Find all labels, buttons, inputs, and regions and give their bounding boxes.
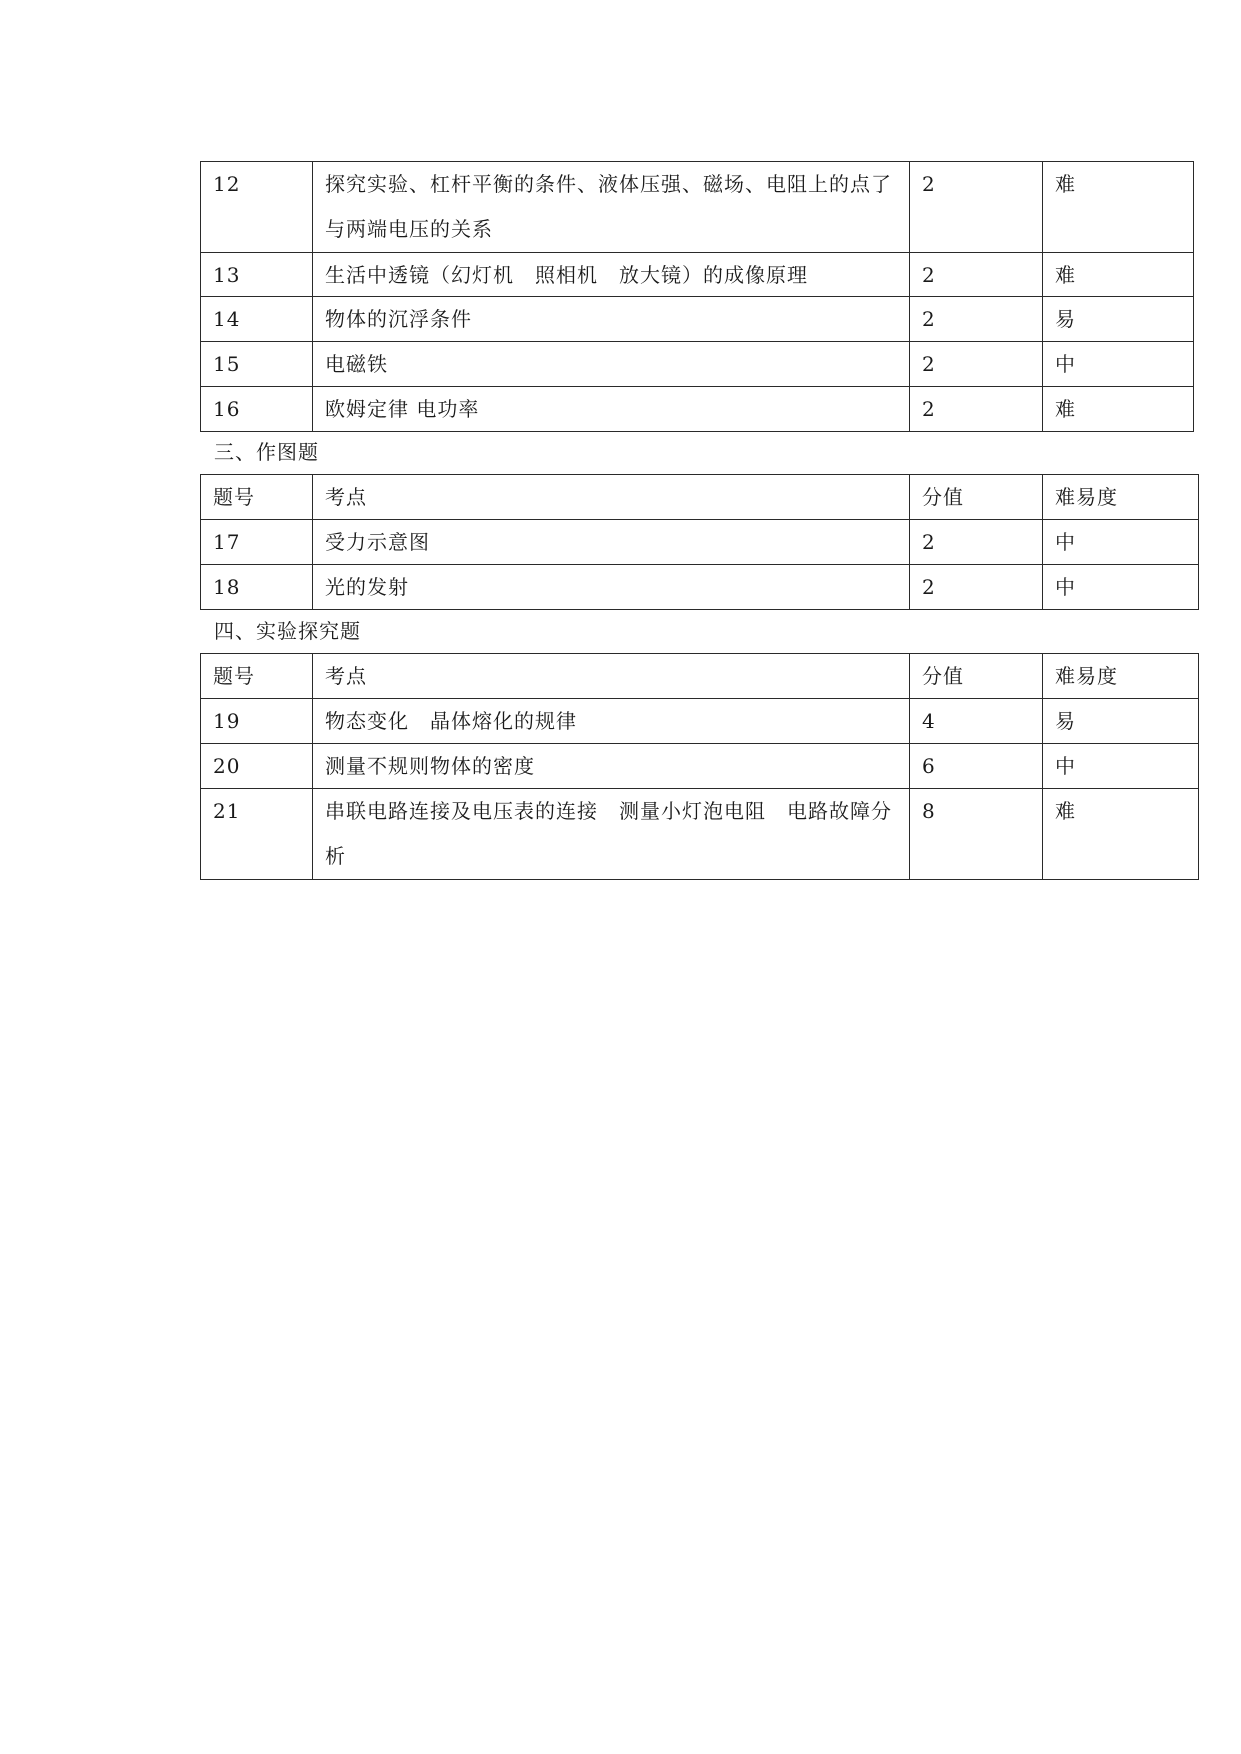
difficulty-value: 难 bbox=[1043, 162, 1194, 253]
difficulty-value: 中 bbox=[1043, 744, 1199, 789]
header-score: 分值 bbox=[910, 475, 1043, 520]
section-heading-experiment: 四、实验探究题 bbox=[214, 619, 361, 643]
header-score: 分值 bbox=[910, 654, 1043, 699]
header-difficulty: 难易度 bbox=[1043, 475, 1199, 520]
score-value: 4 bbox=[910, 699, 1043, 744]
score-value: 6 bbox=[910, 744, 1043, 789]
header-topic: 考点 bbox=[313, 654, 910, 699]
topic-table-experiment bbox=[200, 653, 1199, 880]
header-question-number: 题号 bbox=[201, 654, 313, 699]
topic-table-continued bbox=[200, 161, 1194, 432]
topic-text: 物体的沉浮条件 bbox=[313, 297, 910, 342]
question-number: 16 bbox=[201, 387, 313, 432]
table-row bbox=[201, 387, 1194, 432]
table-row bbox=[201, 162, 1194, 253]
difficulty-value: 难 bbox=[1043, 253, 1194, 297]
score-value: 2 bbox=[910, 162, 1043, 253]
topic-text: 测量不规则物体的密度 bbox=[313, 744, 910, 789]
header-difficulty: 难易度 bbox=[1043, 654, 1199, 699]
topic-text: 物态变化 晶体熔化的规律 bbox=[313, 699, 910, 744]
topic-text: 串联电路连接及电压表的连接 测量小灯泡电阻 电路故障分析 bbox=[313, 789, 910, 880]
topic-text: 电磁铁 bbox=[313, 342, 910, 387]
topic-text: 光的发射 bbox=[313, 565, 910, 610]
question-number: 12 bbox=[201, 162, 313, 253]
question-number: 13 bbox=[201, 253, 313, 297]
question-number: 15 bbox=[201, 342, 313, 387]
header-question-number: 题号 bbox=[201, 475, 313, 520]
table-header-row bbox=[201, 654, 1199, 699]
topic-text: 生活中透镜（幻灯机 照相机 放大镜）的成像原理 bbox=[313, 253, 910, 297]
score-value: 2 bbox=[910, 565, 1043, 610]
question-number: 19 bbox=[201, 699, 313, 744]
table-row bbox=[201, 297, 1194, 342]
topic-text: 欧姆定律 电功率 bbox=[313, 387, 910, 432]
header-topic: 考点 bbox=[313, 475, 910, 520]
question-number: 18 bbox=[201, 565, 313, 610]
question-number: 20 bbox=[201, 744, 313, 789]
difficulty-value: 中 bbox=[1043, 520, 1199, 565]
topic-table-drawing bbox=[200, 474, 1199, 610]
topic-text: 受力示意图 bbox=[313, 520, 910, 565]
score-value: 2 bbox=[910, 387, 1043, 432]
difficulty-value: 难 bbox=[1043, 387, 1194, 432]
difficulty-value: 难 bbox=[1043, 789, 1199, 880]
difficulty-value: 易 bbox=[1043, 297, 1194, 342]
table-row bbox=[201, 744, 1199, 789]
score-value: 8 bbox=[910, 789, 1043, 880]
table-row bbox=[201, 342, 1194, 387]
question-number: 17 bbox=[201, 520, 313, 565]
question-number: 14 bbox=[201, 297, 313, 342]
score-value: 2 bbox=[910, 520, 1043, 565]
difficulty-value: 中 bbox=[1043, 565, 1199, 610]
score-value: 2 bbox=[910, 342, 1043, 387]
score-value: 2 bbox=[910, 297, 1043, 342]
difficulty-value: 中 bbox=[1043, 342, 1194, 387]
table-row bbox=[201, 253, 1194, 297]
table-row bbox=[201, 520, 1199, 565]
difficulty-value: 易 bbox=[1043, 699, 1199, 744]
table-row bbox=[201, 699, 1199, 744]
table-header-row bbox=[201, 475, 1199, 520]
question-number: 21 bbox=[201, 789, 313, 880]
topic-text: 探究实验、杠杆平衡的条件、液体压强、磁场、电阻上的点了与两端电压的关系 bbox=[313, 162, 910, 253]
table-row bbox=[201, 565, 1199, 610]
score-value: 2 bbox=[910, 253, 1043, 297]
table-row bbox=[201, 789, 1199, 880]
section-heading-drawing: 三、作图题 bbox=[214, 440, 319, 464]
